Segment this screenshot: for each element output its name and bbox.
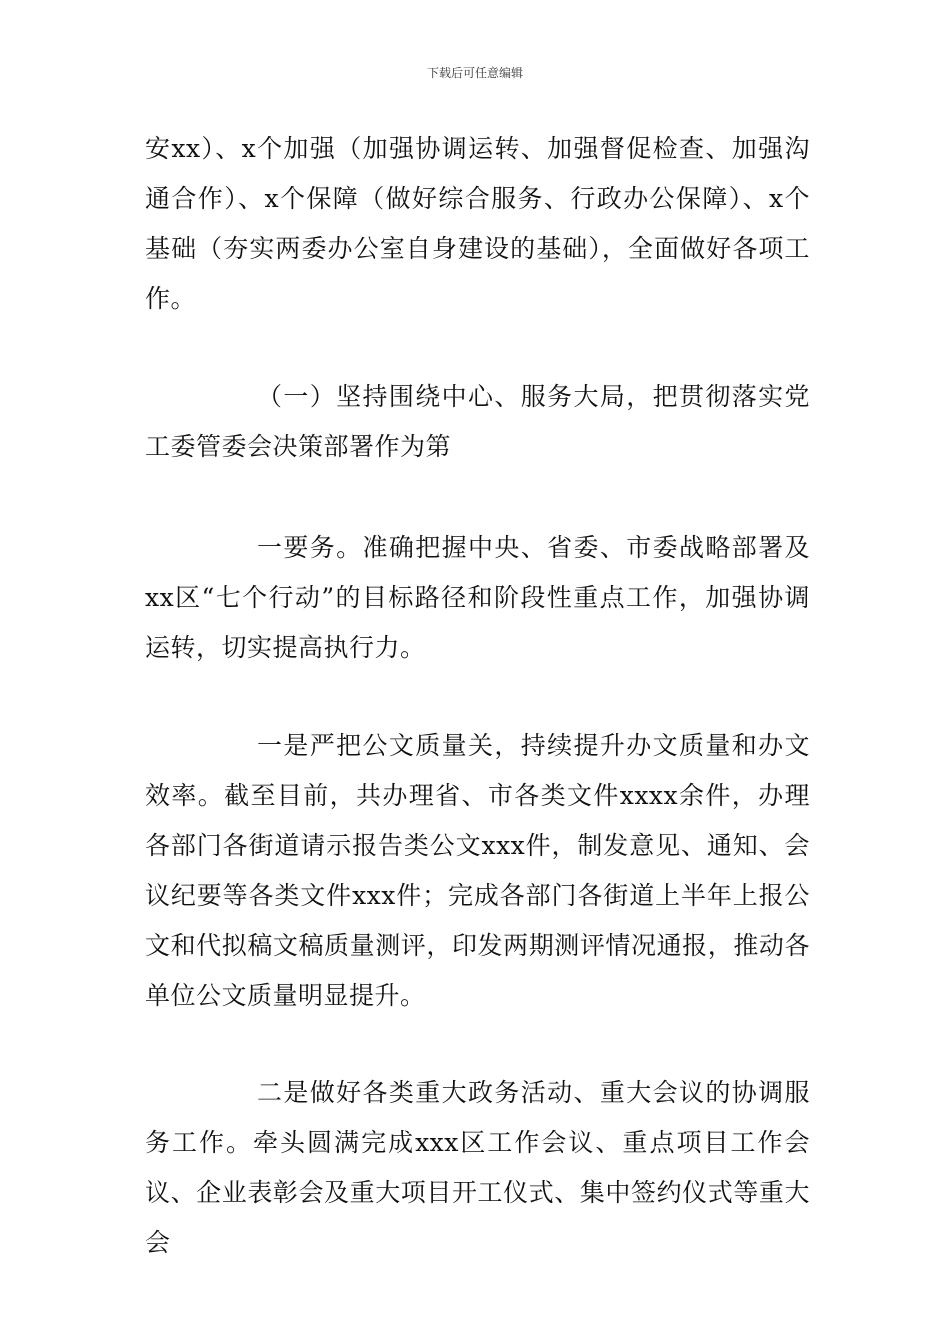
body-paragraph-4: 二是做好各类重大政务活动、重大会议的协调服务工作。牵头圆满完成xxx区工作会议、重点项目工作会议、企业表彰会及重大项目开工仪式、集中签约仪式等重大会 <box>145 1078 810 1257</box>
body-paragraph-1: 安xx）、x个加强（加强协调运转、加强督促检查、加强沟通合作）、x个保障（做好综合服务、行政办公保障）、x个基础（夯实两委办公室自身建设的基础），全面做好各项工作。 <box>145 134 810 313</box>
body-paragraph-2: 一要务。准确把握中央、省委、市委战略部署及xx区“七个行动”的目标路径和阶段性重点工作，加强协调运转，切实提高执行力。 <box>145 533 810 662</box>
body-paragraph-3: 一是严把公文质量关，持续提升办文质量和办文效率。截至目前，共办理省、市各类文件xxxx余件，办理各部门各街道请示报告类公文xxx件，制发意见、通知、会议纪要等各类文件xxx件；完成各部门各街道上半年上报公文和代拟稿文稿质量测评，印发两期测评情况通报，推动各单位公文质量明显提升。 <box>145 731 810 1010</box>
section-heading-paragraph: （一）坚持围绕中心、服务大局，把贯彻落实党工委管委会决策部署作为第 <box>145 382 810 461</box>
page-header-note: 下载后可任意编辑 <box>426 66 523 80</box>
